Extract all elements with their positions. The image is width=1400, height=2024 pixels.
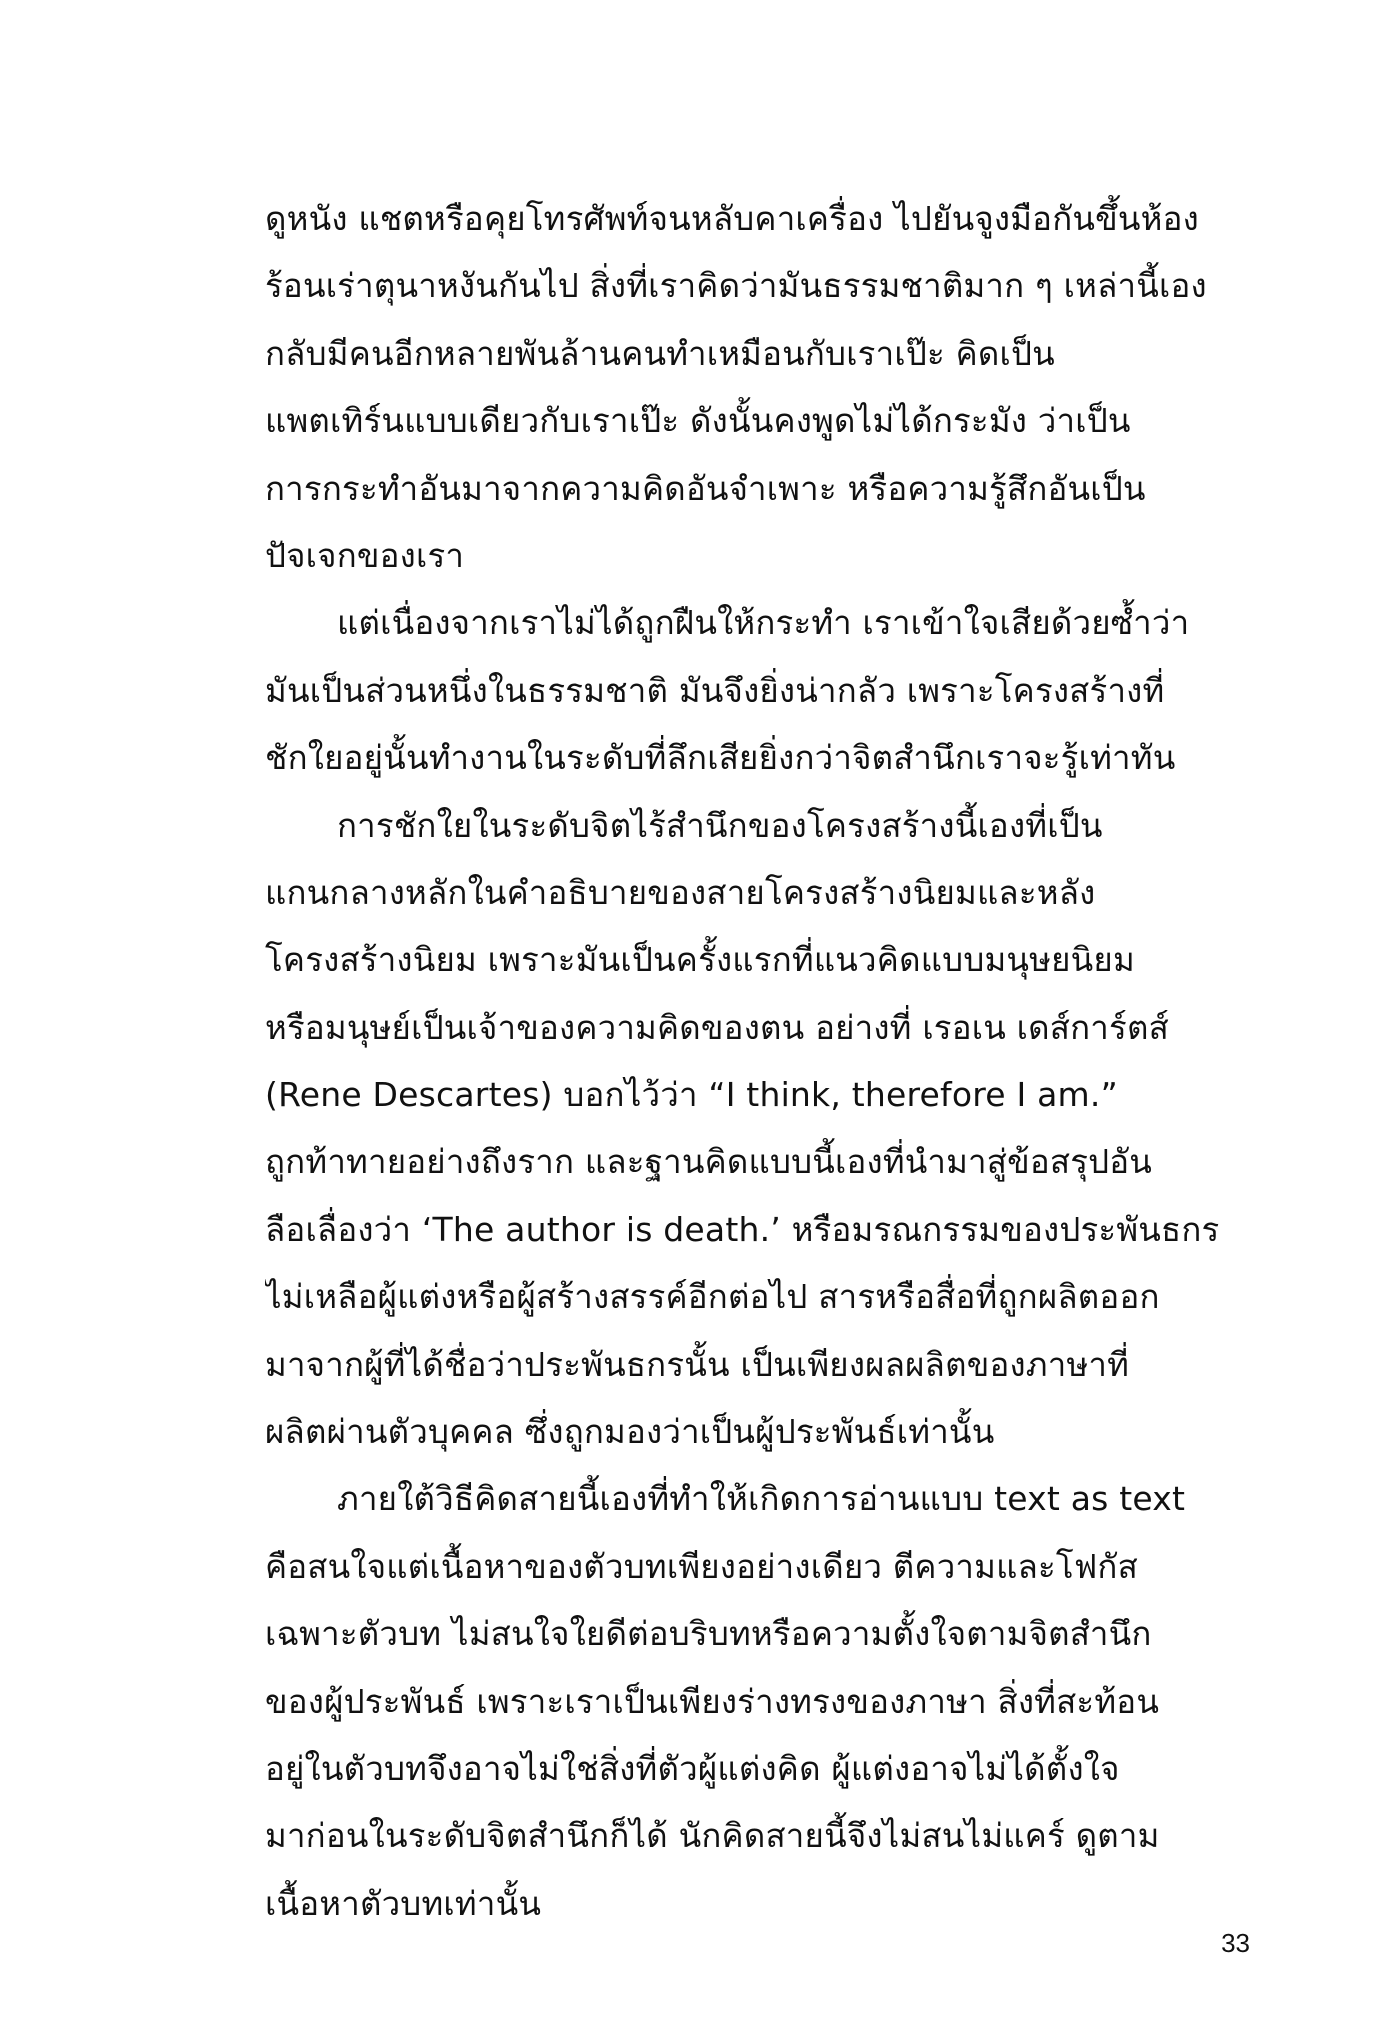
text-line: คือสนใจแต่เนื้อหาของตัวบทเพียงอย่างเดียว ตีความและโฟกัส xyxy=(265,1546,1138,1586)
text-line: ลือเลื่องว่า ‘The author is death.’ หรือมรณกรรมของประพันธกร xyxy=(265,1209,1220,1249)
text-line: ดูหนัง แชตหรือคุยโทรศัพท์จนหลับคาเครื่อง ไปยันจูงมือกันขึ้นห้อง xyxy=(265,199,1199,238)
text-line: กลับมีคนอีกหลายพันล้านคนทำเหมือนกับเราเป๊ะ คิดเป็น xyxy=(265,333,1055,373)
paragraph-start-line: การชักใยในระดับจิตไร้สำนึกของโครงสร้างนี้เองที่เป็น xyxy=(337,805,1103,845)
text-line: ชักใยอยู่นั้นทำงานในระดับที่ลึกเสียยิ่งกว่าจิตสำนึกเราจะรู้เท่าทัน xyxy=(265,738,1176,778)
text-line: แกนกลางหลักในคำอธิบายของสายโครงสร้างนิยมและหลัง xyxy=(265,872,1096,912)
text-line: การกระทำอันมาจากความคิดอันจำเพาะ หรือความรู้สึกอันเป็น xyxy=(265,468,1146,508)
text-line: มาก่อนในระดับจิตสำนึกก็ได้ นักคิดสายนี้จึงไม่สนไม่แคร์ ดูตาม xyxy=(265,1816,1160,1856)
text-line: หรือมนุษย์เป็นเจ้าของความคิดของตน อย่างที่ เรอเน เดส์การ์ตส์ xyxy=(265,1007,1169,1047)
text-line: ถูกท้าทายอย่างถึงราก และฐานคิดแบบนี้เองที่นำมาสู่ข้อสรุปอัน xyxy=(265,1142,1153,1182)
text-line: ร้อนเร่าตุนาหงันกันไป สิ่งที่เราคิดว่ามันธรรมชาติมาก ๆ เหล่านี้เอง xyxy=(265,266,1207,306)
text-line: โครงสร้างนิยม เพราะมันเป็นครั้งแรกที่แนวคิดแบบมนุษยนิยม xyxy=(265,940,1135,980)
paragraph-start-line: ภายใต้วิธีคิดสายนี้เองที่ทำให้เกิดการอ่านแบบ text as text xyxy=(337,1479,1186,1519)
page-number: 33 xyxy=(1221,1928,1250,1958)
text-line: เนื้อหาตัวบทเท่านั้น xyxy=(265,1883,542,1923)
body-text xyxy=(265,185,1250,1937)
text-line: อยู่ในตัวบทจึงอาจไม่ใช่สิ่งที่ตัวผู้แต่งคิด ผู้แต่งอาจไม่ได้ตั้งใจ xyxy=(265,1748,1120,1788)
text-line: ผลิตผ่านตัวบุคคล ซึ่งถูกมองว่าเป็นผู้ประพันธ์เท่านั้น xyxy=(265,1412,995,1452)
text-line: ไม่เหลือผู้แต่งหรือผู้สร้างสรรค์อีกต่อไป สารหรือสื่อที่ถูกผลิตออก xyxy=(265,1277,1160,1317)
paragraph-start-line: แต่เนื่องจากเราไม่ได้ถูกฝืนให้กระทำ เราเข้าใจเสียด้วยซ้ำว่า xyxy=(337,603,1190,643)
text-line: (Rene Descartes) บอกไว้ว่า “I think, therefore I am.” xyxy=(265,1075,1118,1115)
text-line: ปัจเจกของเรา xyxy=(265,535,465,575)
text-line: มันเป็นส่วนหนึ่งในธรรมชาติ มันจึงยิ่งน่ากลัว เพราะโครงสร้างที่ xyxy=(265,670,1165,710)
text-line: มาจากผู้ที่ได้ชื่อว่าประพันธกรนั้น เป็นเพียงผลผลิตของภาษาที่ xyxy=(265,1344,1130,1384)
text-line: แพตเทิร์นแบบเดียวกับเราเป๊ะ ดังนั้นคงพูดไม่ได้กระมัง ว่าเป็น xyxy=(265,401,1131,441)
text-line: ของผู้ประพันธ์ เพราะเราเป็นเพียงร่างทรงของภาษา สิ่งที่สะท้อน xyxy=(265,1681,1160,1721)
text-line: เฉพาะตัวบท ไม่สนใจใยดีต่อบริบทหรือความตั้งใจตามจิตสำนึก xyxy=(265,1614,1152,1654)
